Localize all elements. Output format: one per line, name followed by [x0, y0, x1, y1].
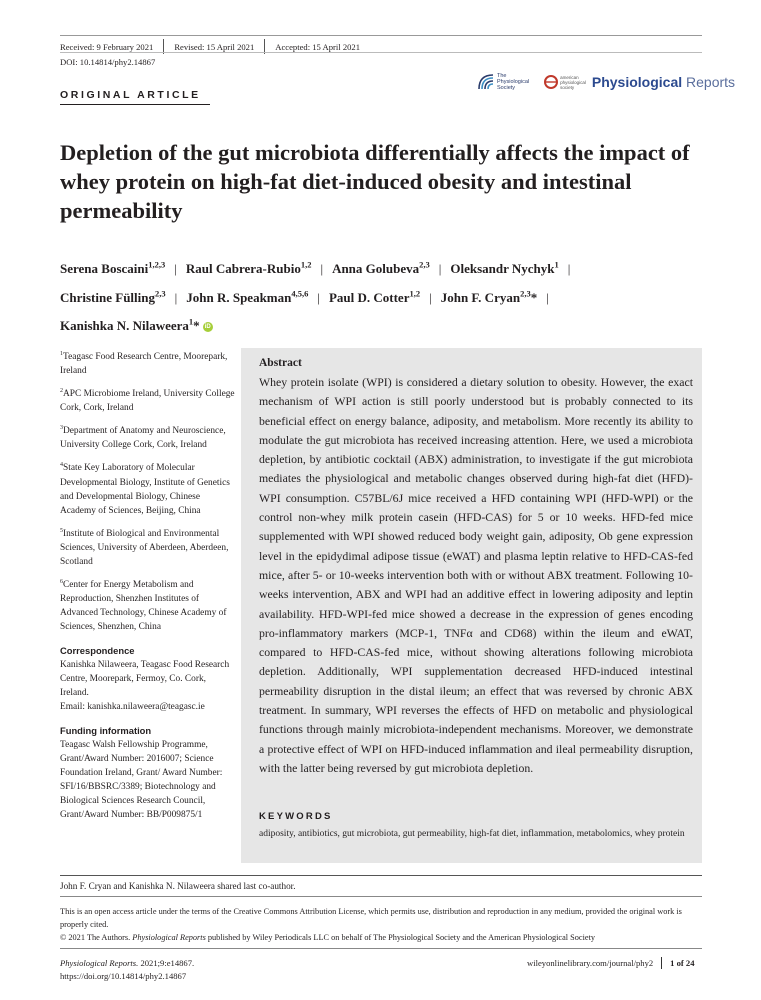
affiliations-sidebar — [60, 347, 235, 828]
footer-citation — [60, 957, 194, 982]
logo-text: The — [497, 73, 507, 79]
physiological-society-icon — [477, 73, 495, 91]
received-date: Received: 9 February 2021 — [60, 41, 154, 52]
affiliation: $^5$Institute of Biological and Environmental Sciences, University of Aberdeen, Aberdeen, Scotland — [60, 527, 229, 567]
correspondence-email[interactable]: Email: kanishka.nilaweera@teagasc.ie — [60, 701, 205, 712]
author-list: Serena Boscaini$^{1,2,3}$ | Raul Cabrera-Rubio$^{1,2}$ | Anna Golubeva$^{2,3}$ | Oleksandr Nychyk$^1$ | Christine Fülling$^{2,3}$ | John R. Speakman$^{4,5,6}$ | Paul D. Cotter$^{1,2}$ | John F. Cryan$^{2,3}$* | Kanishka N. Nilaweera$^1$* iD — [60, 260, 571, 333]
logo-text: physiological — [560, 79, 586, 85]
affiliation: $^2$APC Microbiome Ireland, University College Cork, Cork, Ireland — [60, 388, 235, 414]
page-number: 1 of 24 — [670, 958, 695, 968]
abstract-heading: Abstract — [259, 357, 302, 369]
author: Christine Fülling$^{2,3}$ — [60, 288, 166, 305]
keywords-heading: KEYWORDS — [259, 811, 333, 822]
journal-logos — [477, 73, 735, 91]
top-rule — [60, 35, 702, 36]
author: Raul Cabrera-Rubio$^{1,2}$ — [185, 260, 312, 277]
affiliation: $^4$State Key Laboratory of Molecular Developmental Biology, Institute of Genetics and Developmental Biology, Chinese Academy of Sciences, Beijing, China — [60, 462, 230, 516]
citation-journal: Physiological Reports. — [60, 958, 139, 968]
license-text: This is an open access article under the terms of the Creative Commons Attribution License, which permits use, distribution and reproduction in any medium, provided the original work is properly cited. — [60, 907, 682, 929]
doi-rule — [60, 52, 702, 53]
footer-separator — [661, 957, 662, 969]
author: John R. Speakman$^{4,5,6}$ — [186, 288, 309, 305]
citation-volume: 2021;9:e14867. — [138, 958, 195, 968]
aps-icon — [543, 74, 559, 90]
author: Serena Boscaini$^{1,2,3}$ — [60, 260, 166, 277]
author: Kanishka N. Nilaweera$^1$* — [60, 316, 200, 333]
license-rule — [60, 896, 702, 897]
doi-link[interactable]: https://doi.org/10.14814/phy2.14867 — [60, 970, 187, 981]
article-title: Depletion of the gut microbiota differentially affects the impact of whey protein on high-fat diet-induced obesity and intestinal permeability — [60, 140, 690, 223]
correspondence-text: Kanishka Nilaweera, Teagasc Food Research Centre, Moorepark, Fermoy, Co. Cork, Ireland. — [60, 659, 230, 698]
journal-name-bold: Physiological — [591, 74, 683, 90]
logo-text: american — [560, 74, 579, 80]
funding-heading: Funding information — [60, 724, 152, 736]
author: Oleksandr Nychyk$^1$ — [450, 260, 559, 277]
accepted-date: Accepted: 15 April 2021 — [275, 41, 361, 52]
affiliation: $^3$Department of Anatomy and Neuroscience, University College Cork, Cork, Ireland — [60, 425, 226, 451]
footnote-rule — [60, 875, 702, 876]
correspondence-heading: Correspondence — [60, 644, 135, 656]
aps-logo — [543, 74, 586, 90]
author: John F. Cryan$^{2,3}$* — [440, 288, 538, 305]
logo-text: Society — [497, 85, 516, 91]
affiliation: $^1$Teagasc Food Research Centre, Moorepark, Ireland — [60, 351, 228, 377]
footer-right — [527, 957, 695, 969]
journal-name-light: Reports — [686, 74, 736, 90]
physiological-society-logo — [477, 73, 529, 91]
logo-text: Physiological — [497, 79, 530, 85]
abstract-text: Whey protein isolate (WPI) is considered a dietary solution to obesity. However, the exact mechanism of WPI action is still poorly understood but is probably connected to its beneficial effect on energy balance, adiposity, and metabolism. More recently its ability to modulate the gut microbiota has received increasing attention. Here, we used a microbiota depletion, by antibiotic cocktail (ABX) administration, to investigate if the gut microbiota mediates the physiological and metabolic changes observed during high-fat diet (HFD)-WPI consumption. C57BL/6J mice received a HFD containing WPI (HFD-WPI) or the control non-whey milk protein casein (HFD-CAS) for 5 or 10 weeks. HFD-fed mice supplemented with WPI showed reduced body weight gain, adiposity, Ob gene expression level in the epidydimal adipose tissue (eWAT) and plasma leptin relative to HFD-CAS-fed mice, after 5- or 10-weeks intervention both with or without ABX treatment. Following 10-weeks intervention, ABX and WPI had an additive effect in lowering adiposity and leptin availability. HFD-WPI-fed mice showed a decrease in the expression of genes encoding pro-inflammatory markers (MCP-1, TNFα and CD68) within the ileum and eWAT, compared to HFD-CAS-fed mice, without showing alterations following microbiota depletion. Additionally, WPI supplementation decreased HFD-induced intestinal permeability disruption in the distal ileum; an effect that was reversed by chronic ABX treatment. In summary, WPI reverses the effects of HFD on metabolic and physiological functions through mainly microbiota-independent mechanisms. Moreover, we demonstrate a protective effect of WPI on HFD-induced inflammation and ileal permeability disruption, with the latter being reversed by gut microbiota depletion. — [259, 375, 693, 775]
copyright-text: © 2021 The Authors. Physiological Reports published by Wiley Periodicals LLC on behalf of The Physiological Society and the American Physiological Society — [60, 933, 596, 942]
footer-rule — [60, 948, 702, 949]
journal-url-link[interactable]: wileyonlinelibrary.com/journal/phy2 — [527, 958, 654, 968]
affiliation: $^6$Center for Energy Metabolism and Reproduction, Shenzhen Institutes of Advanced Technology, Chinese Academy of Sciences, Shenzhen, China — [60, 578, 227, 632]
author: Paul D. Cotter$^{1,2}$ — [328, 288, 421, 305]
orcid-icon[interactable]: iD — [204, 324, 211, 330]
article-type: ORIGINAL ARTICLE — [60, 89, 201, 101]
logo-text: society — [560, 84, 575, 90]
co-author-note: John F. Cryan and Kanishka N. Nilaweera shared last co-author. — [60, 881, 296, 891]
doi: DOI: 10.14814/phy2.14867 — [60, 57, 156, 67]
keywords-text: adiposity, antibiotics, gut microbiota, gut permeability, high-fat diet, inflammation, metabolomics, whey protein — [259, 829, 685, 839]
revised-date: Revised: 15 April 2021 — [174, 41, 255, 52]
author: Anna Golubeva$^{2,3}$ — [332, 260, 430, 277]
funding-text: Teagasc Walsh Fellowship Programme, Grant/Award Number: 2016007; Science Foundation Ireland, Grant/ Award Number: SFI/16/BBSRC/3389; Biotechnology and Biological Sciences Research Council, Grant/Award Number: BB/P009875/1 — [60, 739, 223, 820]
journal-name — [592, 74, 735, 90]
article-type-rule — [60, 104, 210, 105]
